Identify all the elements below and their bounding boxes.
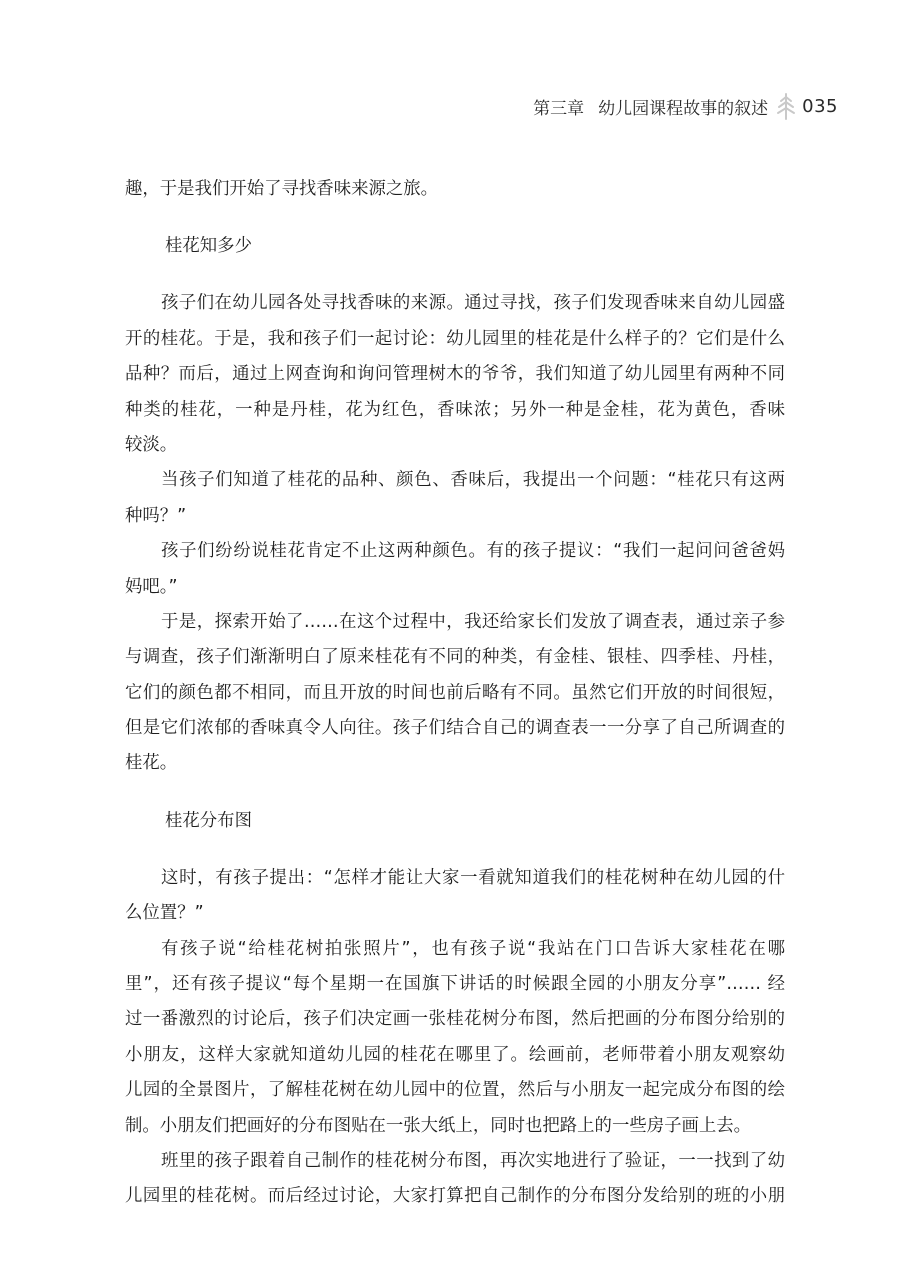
section-heading: 桂花分布图 [165,810,252,831]
text-line: 么位置？” [125,903,204,924]
text-line: 趣，于是我们开始了寻找香味来源之旅。 [125,179,439,199]
text-line: 儿园里的桂花树。而后经过讨论，大家打算把自己制作的分布图分发给别的班的小朋 [125,1186,785,1207]
text-line: 它们的颜色都不相同，而且开放的时间也前后略有不同。虽然它们开放的时间很短， [125,682,785,703]
text-line: 开的桂花。于是，我和孩子们一起讨论：幼儿园里的桂花是什么样子的？它们是什么 [125,328,785,349]
text-line: 桂花。 [125,753,178,774]
paragraph [125,463,785,534]
text-line: 品种？而后，通过上网查询和询问管理树木的爷爷，我们知道了幼儿园里有两种不同 [125,364,785,385]
text-line: 孩子们在幼儿园各处寻找香味的来源。通过寻找，孩子们发现香味来自幼儿园盛 [161,293,785,314]
text-line: 小朋友，这样大家就知道幼儿园的桂花在哪里了。绘画前，老师带着小朋友观察幼 [125,1044,785,1065]
text-line: 于是，探索开始了……在这个过程中，我还给家长们发放了调查表，通过亲子参 [161,611,785,632]
text-line: 种吗？” [125,505,187,526]
paragraph [125,605,785,782]
text-line: 与调查，孩子们渐渐明白了原来桂花有不同的种类，有金桂、银桂、四季桂、丹桂， [125,647,785,668]
text-line: 当孩子们知道了桂花的品种、颜色、香味后，我提出一个问题：“桂花只有这两 [161,470,785,491]
text-line: 妈吧。” [125,576,178,597]
text-line: 孩子们纷纷说桂花肯定不止这两种颜色。有的孩子提议：“我们一起问问爸爸妈 [161,541,785,562]
text-line: 较淡。 [125,434,178,455]
paragraph [125,1144,785,1215]
text-line: 这时，有孩子提出：“怎样才能让大家一看就知道我们的桂花树种在幼儿园的什 [161,867,785,888]
text-line: 制。小朋友们把画好的分布图贴在一张大纸上，同时也把路上的一些房子画上去。 [125,1115,752,1136]
chapter-number: 第三章 [533,98,585,119]
page-body [125,172,785,1215]
paragraph [125,534,785,605]
text-line: 班里的孩子跟着自己制作的桂花树分布图，再次实地进行了验证，一一找到了幼 [161,1150,785,1171]
text-line: 儿园的全景图片，了解桂花树在幼儿园中的位置，然后与小朋友一起完成分布图的绘 [125,1080,785,1101]
text-line: 种类的桂花，一种是丹桂，花为红色，香味浓；另外一种是金桂，花为黄色，香味 [125,399,785,420]
paragraph [125,861,785,932]
text-line: 过一番激烈的讨论后，孩子们决定画一张桂花树分布图，然后把画的分布图分给别的 [125,1009,785,1030]
section-heading: 桂花知多少 [165,236,252,257]
running-header [533,90,838,122]
pine-tree-icon [776,92,796,120]
text-line: 有孩子说“给桂花树拍张照片”，也有孩子说“我站在门口告诉大家桂花在哪 [161,938,785,959]
text-line: 但是它们浓郁的香味真令人向往。孩子们结合自己的调查表一一分享了自己所调查的 [125,718,785,739]
text-line: 里”，还有孩子提议“每个星期一在国旗下讲话的时候跟全园的小朋友分享”…… 经 [125,974,785,995]
page-number: 035 [802,95,838,117]
chapter-title: 幼儿园课程故事的叙述 [598,98,769,119]
paragraph [125,932,785,1144]
paragraph [125,286,785,463]
